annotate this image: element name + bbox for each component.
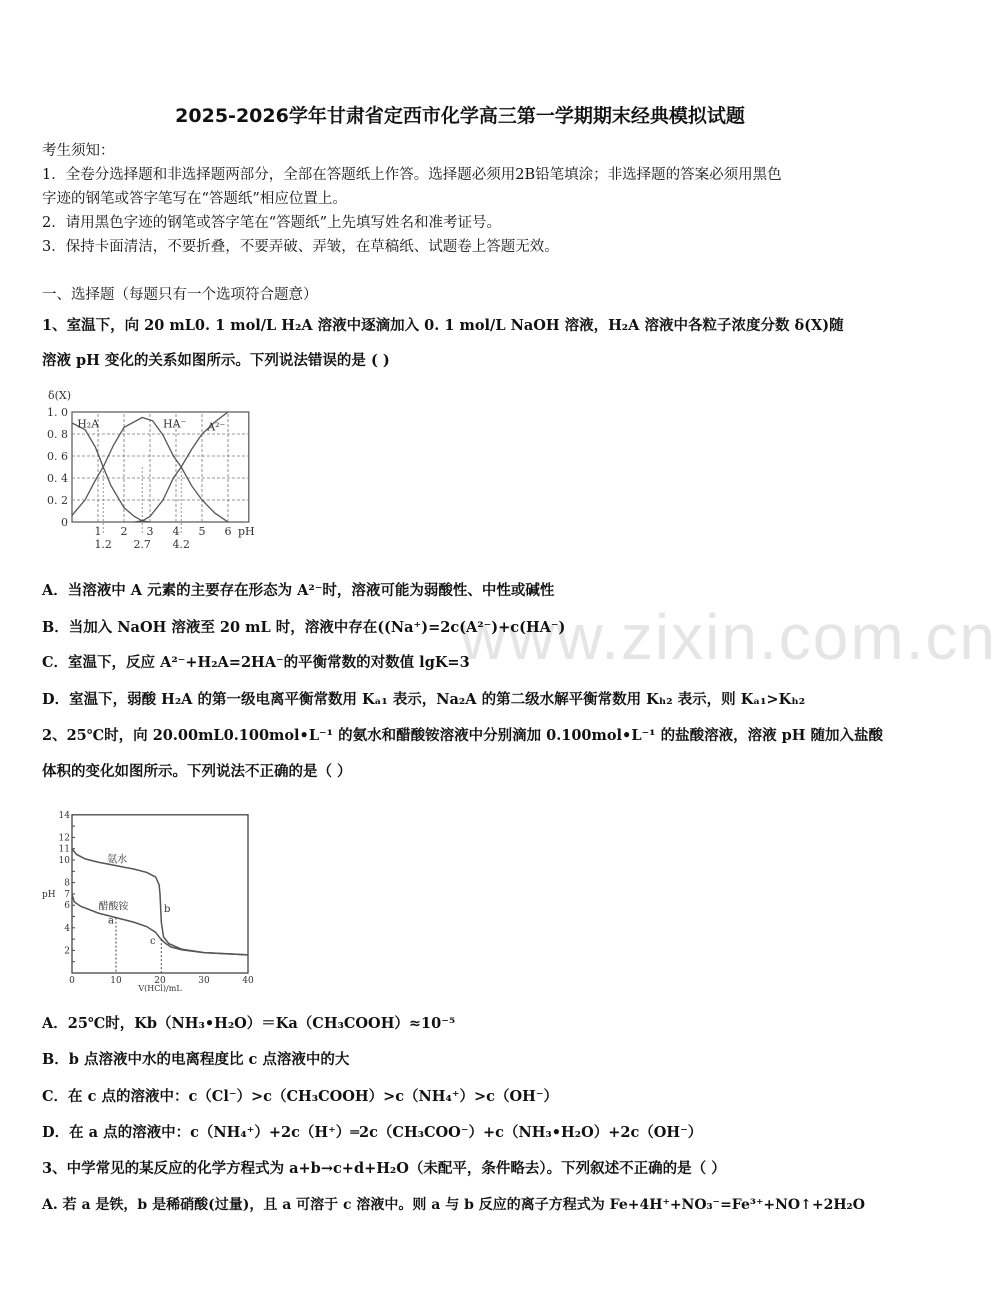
chart-species-fraction bbox=[40, 385, 270, 555]
y-tick-label: 4 bbox=[64, 923, 70, 934]
x-annot-label: 4.2 bbox=[172, 538, 190, 551]
watermark: www.zixin.com.cn bbox=[460, 601, 997, 673]
chart-titration bbox=[40, 800, 270, 1000]
question-stem: 体积的变化如图所示。下列说法不正确的是（ ） bbox=[42, 763, 352, 780]
x-tick-label: 1 bbox=[94, 525, 102, 538]
x-tick-label: 4 bbox=[172, 525, 180, 538]
question-stem: 溶液 pH 变化的关系如图所示。下列说法错误的是 ( ) bbox=[42, 352, 390, 369]
y-tick-label: 11 bbox=[58, 844, 70, 855]
y-axis-label: δ(X) bbox=[48, 389, 72, 402]
x-tick-label: 0 bbox=[69, 976, 75, 986]
x-tick-label: 20 bbox=[154, 976, 166, 986]
question-stem: 3、中学常见的某反应的化学方程式为 a+b→c+d+H₂O（未配平，条件略去）。下列叙述不正确的是（ ） bbox=[42, 1160, 726, 1177]
series-label: 醋酸铵 bbox=[98, 901, 129, 913]
point-label: b bbox=[164, 903, 171, 915]
x-tick-label: 40 bbox=[242, 976, 254, 986]
x-axis-label: V(HCl)/mL bbox=[138, 984, 182, 993]
option-c: C．室温下，反应 A²⁻+H₂A=2HA⁻的平衡常数的对数值 lgK=3 bbox=[42, 654, 470, 671]
y-tick-label: 10 bbox=[58, 856, 70, 866]
section-heading: 一、选择题（每题只有一个选项符合题意） bbox=[42, 287, 318, 303]
y-tick-label: 7 bbox=[64, 889, 70, 900]
option-a: A．25℃时，Kb（NH₃•H₂O）＝Ka（CH₃COOH）≈10⁻⁵ bbox=[42, 1015, 456, 1032]
notice-item: 1．全卷分选择题和非选择题两部分，全部在答题纸上作答。选择题必须用2B铅笔填涂；非选择题的答案必须用黑色 bbox=[42, 167, 782, 183]
x-tick-label: 5 bbox=[198, 525, 206, 538]
notice-item: 2．请用黑色字迹的钢笔或答字笔在“答题纸”上先填写姓名和准考证号。 bbox=[42, 215, 502, 231]
y-tick-label: 0. 8 bbox=[47, 428, 68, 441]
y-tick-label: 2 bbox=[64, 946, 70, 957]
series-line bbox=[72, 423, 150, 522]
x-tick-label: 6 bbox=[224, 525, 232, 538]
series-label: HA⁻ bbox=[163, 417, 187, 431]
y-tick-label: 1. 0 bbox=[47, 406, 68, 419]
notice-heading: 考生须知： bbox=[42, 143, 115, 159]
x-annot-label: 2.7 bbox=[133, 538, 151, 551]
y-tick-label: 0. 2 bbox=[47, 494, 68, 507]
point-label: c bbox=[150, 935, 156, 947]
x-tick-label: 3 bbox=[146, 525, 154, 538]
option-d: D．在 a 点的溶液中：c（NH₄⁺）+2c（H⁺）═2c（CH₃COO⁻）+c（NH₃•H₂O）+2c（OH⁻） bbox=[42, 1124, 703, 1141]
x-axis-label: pH bbox=[238, 525, 255, 538]
series-label: A²⁻ bbox=[207, 420, 226, 434]
point-label: a bbox=[108, 915, 114, 927]
y-axis-label: pH bbox=[42, 889, 56, 900]
notice-item: 3．保持卡面清洁，不要折叠，不要弄破、弄皱，在草稿纸、试题卷上答题无效。 bbox=[42, 239, 559, 255]
question-stem: 2、25℃时，向 20.00mL0.100mol•L⁻¹ 的氨水和醋酸铵溶液中分别滴加 0.100mol•L⁻¹ 的盐酸溶液，溶液 pH 随加入盐酸 bbox=[42, 727, 883, 744]
y-tick-label: 0. 4 bbox=[47, 472, 68, 485]
series-label: H₂A bbox=[77, 417, 100, 431]
x-tick-label: 30 bbox=[198, 976, 210, 986]
option-a: A．当溶液中 A 元素的主要存在形态为 A²⁻时，溶液可能为弱酸性、中性或碱性 bbox=[42, 582, 555, 599]
notice-item: 字迹的钢笔或答字笔写在“答题纸”相应位置上。 bbox=[42, 191, 347, 207]
y-tick-label: 14 bbox=[58, 810, 70, 821]
option-b: B．b 点溶液中水的电离程度比 c 点溶液中的大 bbox=[42, 1051, 350, 1068]
question-stem: 1、室温下，向 20 mL0. 1 mol/L H₂A 溶液中逐滴加入 0. 1 mol/L NaOH 溶液，H₂A 溶液中各粒子浓度分数 δ(X)随 bbox=[42, 317, 844, 334]
series-label: 氨水 bbox=[107, 854, 128, 866]
x-tick-label: 10 bbox=[110, 976, 122, 986]
y-tick-label: 12 bbox=[58, 833, 70, 844]
y-tick-label: 0 bbox=[61, 516, 68, 529]
page-title: 2025-2026学年甘肃省定西市化学高三第一学期期末经典模拟试题 bbox=[175, 105, 745, 127]
option-a: A. 若 a 是铁，b 是稀硝酸(过量)，且 a 可溶于 c 溶液中。则 a 与 b 反应的离子方程式为 Fe+4H⁺+NO₃⁻=Fe³⁺+NO↑+2H₂O bbox=[42, 1197, 865, 1213]
y-tick-label: 8 bbox=[64, 878, 70, 889]
x-tick-label: 2 bbox=[120, 525, 128, 538]
x-annot-label: 1.2 bbox=[94, 538, 112, 551]
option-d: D．室温下，弱酸 H₂A 的第一级电离平衡常数用 Kₐ₁ 表示，Na₂A 的第二级水解平衡常数用 Kₕ₂ 表示，则 Kₐ₁>Kₕ₂ bbox=[42, 691, 806, 708]
option-c: C．在 c 点的溶液中：c（Cl⁻）>c（CH₃COOH）>c（NH₄⁺）>c（OH⁻） bbox=[42, 1088, 558, 1105]
y-tick-label: 6 bbox=[64, 901, 70, 912]
y-tick-label: 0. 6 bbox=[47, 450, 68, 463]
option-b: B．当加入 NaOH 溶液至 20 mL 时，溶液中存在((Na⁺)=2c(A²⁻)+c(HA⁻) bbox=[42, 619, 566, 636]
